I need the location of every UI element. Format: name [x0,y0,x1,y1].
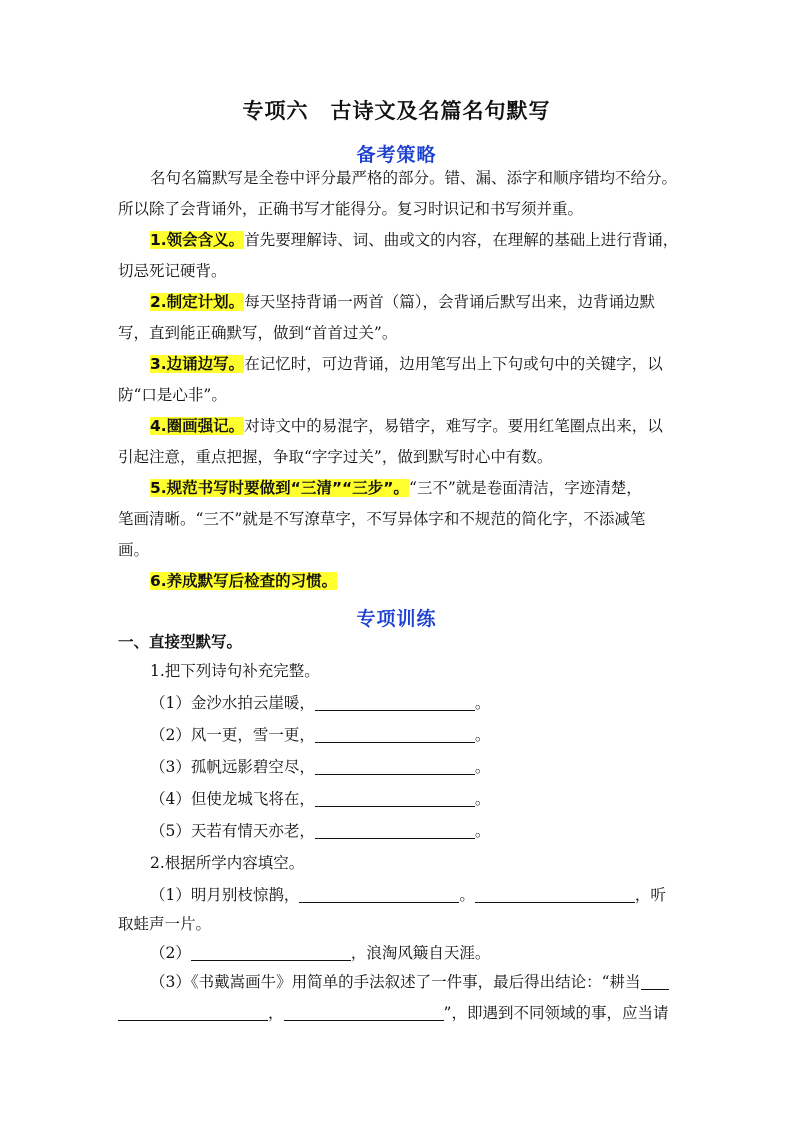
q1-line-text: （1）金沙水拍云崖暖， [150,694,315,712]
training-heading: 专项训练 [356,608,437,630]
strategy-heading: 备考策略 [356,144,437,166]
q2-part-2 [150,942,710,964]
q1-line-end: 。 [474,790,491,808]
strategy-item-2 [150,291,710,313]
strategy-item-6 [150,570,710,592]
question-2-prompt: 2.根据所学内容填空。 [150,854,305,872]
q2-text: ，浪淘风簸自天涯。 [350,944,491,962]
q1-line-4 [150,788,710,810]
q1-line-end: 。 [474,758,491,776]
item-text: “三不”就是卷面清洁，字迹清楚， [408,479,642,497]
item-text: 在记忆时，可边背诵，边用笔写出上下句或句中的关键字，以 [244,355,663,373]
answer-blank[interactable] [315,822,475,839]
answer-blank[interactable] [299,886,459,903]
answer-blank[interactable] [475,886,635,903]
answer-blank[interactable] [315,726,475,743]
answer-blank[interactable] [641,973,669,990]
q1-line-text: （3）孤帆远影碧空尽， [150,758,315,776]
q2-text: （3）《书戴嵩画牛》用简单的手法叙述了一件事，最后得出结论：“耕当 [150,973,641,991]
question-1-prompt: 1.把下列诗句补充完整。 [150,662,320,680]
q2-text: ， [268,1004,284,1022]
q2-text: ，听 [634,886,666,904]
answer-blank[interactable] [315,758,475,775]
item-label: 4.圈画强记。 [150,417,245,435]
q1-line-end: 。 [474,726,491,744]
q1-line-text: （4）但使龙城飞将在， [150,790,315,808]
item-label: 2.制定计划。 [150,293,245,311]
strategy-item-1-cont: 切忌死记硬背。 [118,262,227,280]
section-1-heading: 一、直接型默写。 [118,633,243,651]
item-text: 首先要理解诗、词、曲或文的内容，在理解的基础上进行背诵， [244,231,679,249]
answer-blank[interactable] [315,790,475,807]
q1-line-text: （5）天若有情天亦老， [150,822,315,840]
strategy-item-3 [150,353,710,375]
q2-part-1-cont: 取蛙声一片。 [118,915,212,933]
q1-line-end: 。 [474,822,491,840]
q2-part-3 [150,971,710,993]
answer-blank[interactable] [191,944,351,961]
q1-line-2 [150,724,710,746]
item-label: 6.养成默写后检查的习惯。 [150,572,338,590]
q2-text: （2） [150,944,191,962]
strategy-item-4 [150,415,710,437]
intro-line-2: 所以除了会背诵外，正确书写才能得分。复习时识记和书写须并重。 [118,200,584,218]
item-label: 1.领会含义。 [150,231,245,249]
q2-part-3-cont [118,1002,678,1024]
item-label: 3.边诵边写。 [150,355,245,373]
q1-line-end: 。 [474,694,491,712]
q2-text: ”，即遇到不同领域的事，应当请 [443,1004,669,1022]
q2-text: （1）明月别枝惊鹊， [150,886,300,904]
strategy-item-2-cont: 写，直到能正确默写，做到“首首过关”。 [118,324,398,342]
q1-line-1 [150,692,710,714]
q2-text: 。 [459,886,475,904]
strategy-item-5 [150,477,710,499]
strategy-item-5-cont: 笔画清晰。“三不”就是不写潦草字，不写异体字和不规范的简化字，不添减笔 [118,510,646,528]
answer-blank[interactable] [315,694,475,711]
item-label: 5.规范书写时要做到“三清”“三步”。 [150,479,409,497]
item-text: 每天坚持背诵一两首（篇），会背诵后默写出来，边背诵边默 [244,293,655,311]
q1-line-text: （2）风一更，雪一更， [150,726,315,744]
strategy-item-4-cont: 引起注意，重点把握，争取“字字过关”，做到默写时心中有数。 [118,448,553,466]
strategy-item-1 [150,229,710,251]
answer-blank[interactable] [118,1004,268,1021]
q1-line-5 [150,820,710,842]
q1-line-3 [150,756,710,778]
intro-line-1: 名句名篇默写是全卷中评分最严格的部分。错、漏、添字和顺序错均不给分。 [150,169,678,187]
item-text: 对诗文中的易混字，易错字，难写字。要用红笔圈点出来，以 [244,417,663,435]
strategy-item-5-cont-2: 画。 [118,541,150,559]
page-title: 专项六 古诗文及名篇名句默写 [242,99,551,123]
answer-blank[interactable] [284,1004,444,1021]
strategy-item-3-cont: 防“口是心非”。 [118,386,227,404]
q2-part-1 [150,884,710,906]
